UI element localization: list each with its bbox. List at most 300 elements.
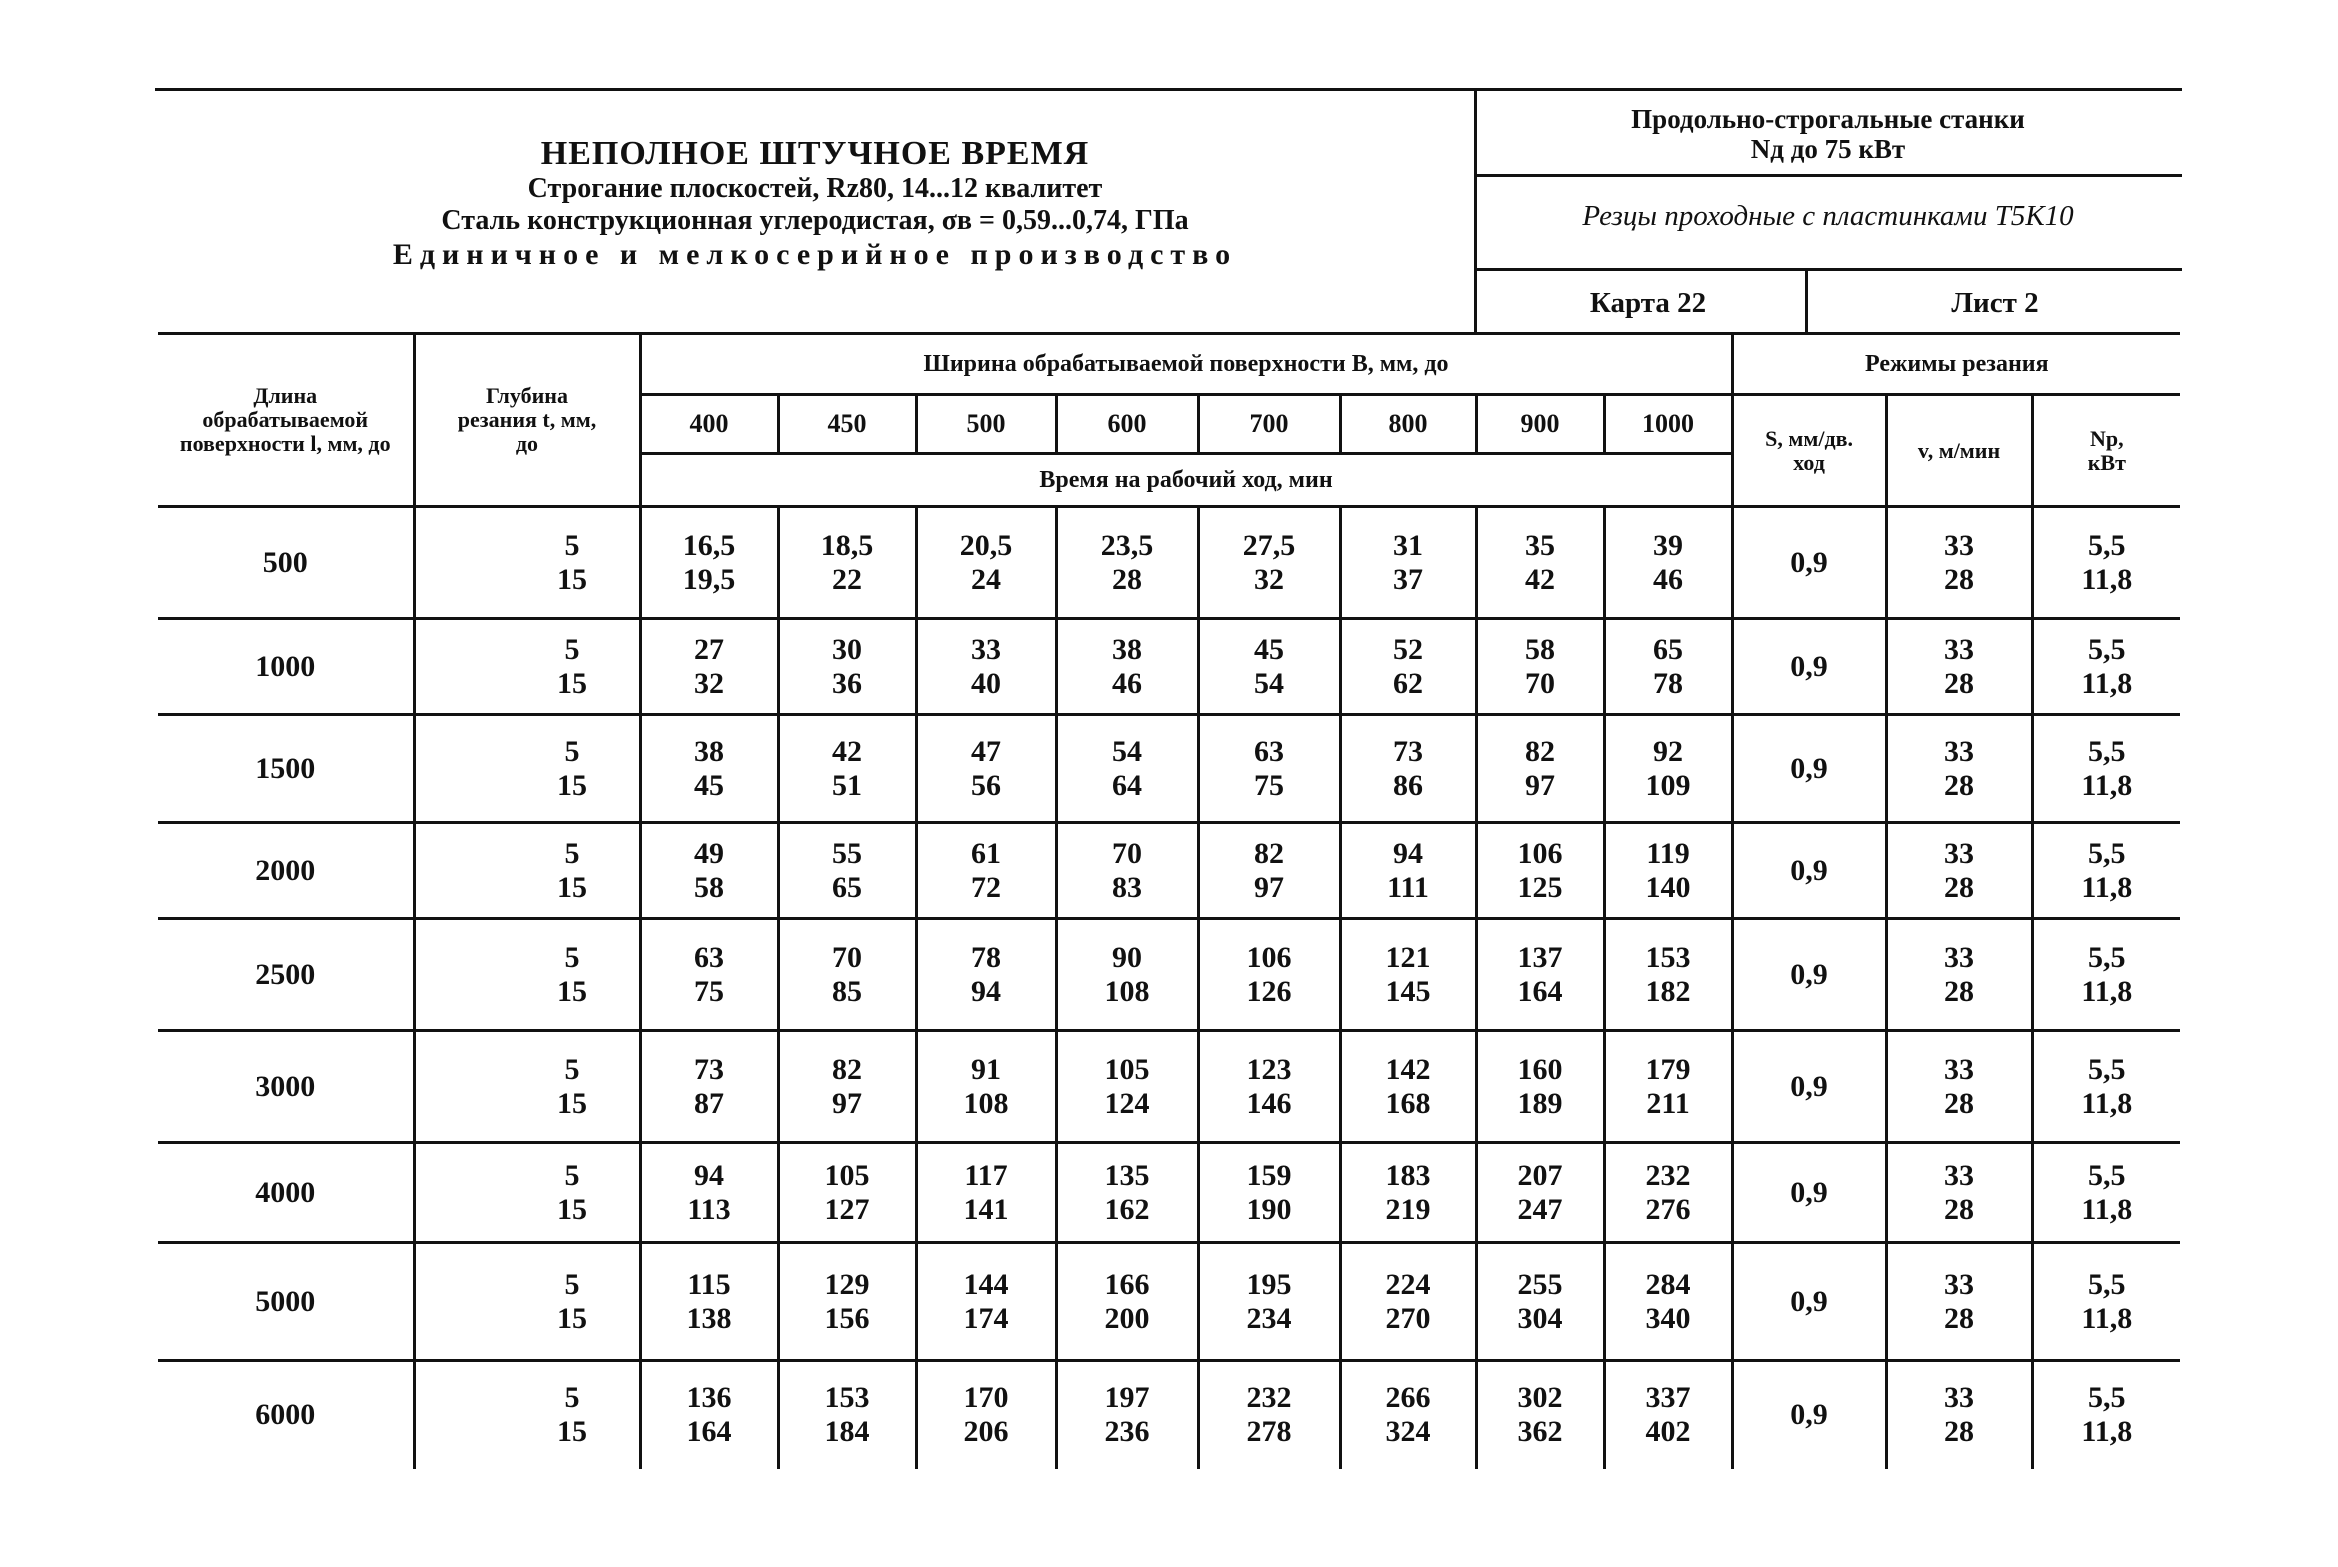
time-cell xyxy=(778,715,916,823)
production-text: Единичное и мелкосерийное производство xyxy=(392,238,1238,271)
title-block xyxy=(160,135,1470,273)
top-rule xyxy=(155,88,2182,91)
time-value: 142 xyxy=(1385,1052,1431,1086)
time-value: 224 xyxy=(1385,1267,1431,1301)
time-value: 121 xyxy=(1385,940,1431,974)
time-cell xyxy=(1340,919,1476,1031)
table-row xyxy=(158,1243,2180,1361)
depth-cell xyxy=(414,619,640,715)
cutters-rule xyxy=(1474,268,2182,271)
depth-value: 5 xyxy=(564,1267,580,1301)
time-cell xyxy=(1340,1143,1476,1243)
feed-cell xyxy=(1732,1243,1886,1361)
power-value: 5,5 xyxy=(2088,940,2126,974)
time-value: 266 xyxy=(1385,1381,1431,1415)
feed-value: 0,9 xyxy=(1790,853,1828,887)
time-value: 63 xyxy=(694,940,724,974)
table-row xyxy=(158,507,2180,619)
speed-value: 33 xyxy=(1944,836,1975,870)
length-cell xyxy=(158,1243,414,1361)
time-cell xyxy=(1604,823,1732,919)
power-value: 11,8 xyxy=(2081,562,2133,596)
time-value: 108 xyxy=(963,1086,1009,1120)
time-cell xyxy=(1198,1243,1340,1361)
time-value: 22 xyxy=(832,562,862,596)
time-cell xyxy=(778,1361,916,1469)
header-divider xyxy=(1474,88,1477,332)
time-value: 302 xyxy=(1517,1381,1563,1415)
power-value: 5,5 xyxy=(2088,1158,2126,1192)
feed-value: 0,9 xyxy=(1790,1284,1828,1318)
time-value: 78 xyxy=(1653,666,1684,700)
table-body xyxy=(158,507,2180,1469)
feed-value: 0,9 xyxy=(1790,545,1828,579)
time-value: 23,5 xyxy=(1100,528,1154,562)
speed-cell xyxy=(1886,1143,2032,1243)
depth-value: 15 xyxy=(557,666,587,700)
time-cell xyxy=(1056,919,1198,1031)
time-value: 45 xyxy=(694,768,724,802)
time-value: 27 xyxy=(694,632,724,666)
time-cell xyxy=(1056,1243,1198,1361)
time-value: 42 xyxy=(1525,562,1555,596)
width-col: 400 xyxy=(640,395,778,454)
time-value: 56 xyxy=(971,768,1001,802)
time-value: 160 xyxy=(1517,1052,1563,1086)
time-value: 85 xyxy=(832,974,862,1008)
time-value: 247 xyxy=(1517,1192,1563,1226)
speed-value: 33 xyxy=(1944,1158,1975,1192)
speed-value: 28 xyxy=(1944,1086,1975,1120)
time-value: 75 xyxy=(1254,768,1284,802)
time-value: 145 xyxy=(1385,974,1431,1008)
power-value: 11,8 xyxy=(2081,1301,2133,1335)
time-cell xyxy=(916,507,1056,619)
time-cell xyxy=(1198,1031,1340,1143)
time-value: 45 xyxy=(1254,632,1284,666)
time-value: 190 xyxy=(1246,1192,1292,1226)
time-cell xyxy=(778,919,916,1031)
time-value: 82 xyxy=(1254,836,1284,870)
speed-value: 33 xyxy=(1944,1052,1975,1086)
speed-value: 33 xyxy=(1944,1381,1975,1415)
width-col: 500 xyxy=(916,395,1056,454)
time-cell xyxy=(1198,823,1340,919)
time-value: 38 xyxy=(1112,632,1142,666)
time-value: 51 xyxy=(832,768,862,802)
time-value: 123 xyxy=(1246,1052,1292,1086)
time-cell xyxy=(778,823,916,919)
time-value: 63 xyxy=(1254,734,1284,768)
power-value: 5,5 xyxy=(2088,734,2126,768)
time-cell xyxy=(1056,1143,1198,1243)
speed-value: 33 xyxy=(1944,1267,1975,1301)
time-value: 127 xyxy=(824,1192,870,1226)
time-cell xyxy=(640,1361,778,1469)
time-value: 28 xyxy=(1112,562,1142,596)
length-cell xyxy=(158,823,414,919)
depth-value: 15 xyxy=(557,974,587,1008)
time-value: 232 xyxy=(1645,1158,1691,1192)
feed-value: 0,9 xyxy=(1790,1398,1828,1432)
time-value: 16,5 xyxy=(682,528,736,562)
time-value: 19,5 xyxy=(682,562,736,596)
time-value: 402 xyxy=(1645,1415,1691,1449)
time-cell xyxy=(1056,619,1198,715)
time-cell xyxy=(1340,715,1476,823)
time-value: 55 xyxy=(832,836,862,870)
time-value: 255 xyxy=(1517,1267,1563,1301)
col-v-header: v, м/мин xyxy=(1886,395,2032,507)
time-value: 141 xyxy=(963,1192,1009,1226)
width-col: 600 xyxy=(1056,395,1198,454)
time-cell xyxy=(1340,1361,1476,1469)
col-s-header: S, мм/дв. ход xyxy=(1732,395,1886,507)
feed-cell xyxy=(1732,715,1886,823)
time-value: 207 xyxy=(1517,1158,1563,1192)
time-value: 189 xyxy=(1517,1086,1563,1120)
time-value: 32 xyxy=(1254,562,1284,596)
time-cell xyxy=(916,1243,1056,1361)
time-cell xyxy=(778,619,916,715)
time-cell xyxy=(916,1031,1056,1143)
time-value: 234 xyxy=(1246,1301,1292,1335)
time-value: 276 xyxy=(1645,1192,1691,1226)
time-value: 137 xyxy=(1517,940,1563,974)
depth-value: 15 xyxy=(557,1086,587,1120)
length-cell xyxy=(158,919,414,1031)
time-value: 146 xyxy=(1246,1086,1292,1120)
time-cell xyxy=(1476,619,1604,715)
time-cell xyxy=(1476,1361,1604,1469)
time-cell xyxy=(1198,1143,1340,1243)
power-cell xyxy=(2032,1361,2180,1469)
time-cell xyxy=(640,1243,778,1361)
time-cell xyxy=(778,1031,916,1143)
time-value: 39 xyxy=(1653,528,1684,562)
speed-cell xyxy=(1886,1031,2032,1143)
time-cell xyxy=(1198,919,1340,1031)
width-col: 900 xyxy=(1476,395,1604,454)
time-value: 90 xyxy=(1112,940,1142,974)
time-cell xyxy=(1340,1243,1476,1361)
time-cell xyxy=(1340,619,1476,715)
time-value: 164 xyxy=(1517,974,1563,1008)
table-row xyxy=(158,619,2180,715)
time-value: 340 xyxy=(1645,1301,1691,1335)
length-cell xyxy=(158,1361,414,1469)
speed-value: 33 xyxy=(1944,632,1975,666)
time-cell xyxy=(640,1031,778,1143)
power-value: 5,5 xyxy=(2088,1052,2126,1086)
feed-value: 0,9 xyxy=(1790,1175,1828,1209)
time-value: 30 xyxy=(832,632,862,666)
depth-value: 15 xyxy=(557,870,587,904)
time-value: 70 xyxy=(1112,836,1142,870)
time-value: 182 xyxy=(1645,974,1691,1008)
time-value: 153 xyxy=(824,1381,870,1415)
time-cell xyxy=(1476,919,1604,1031)
time-value: 135 xyxy=(1104,1158,1150,1192)
length-value: 3000 xyxy=(255,1069,316,1103)
time-value: 170 xyxy=(963,1381,1009,1415)
time-value: 179 xyxy=(1645,1052,1691,1086)
speed-value: 28 xyxy=(1944,666,1975,700)
power-value: 5,5 xyxy=(2088,836,2126,870)
time-value: 83 xyxy=(1112,870,1142,904)
time-value: 183 xyxy=(1385,1158,1431,1192)
speed-value: 33 xyxy=(1944,940,1975,974)
power-value: 11,8 xyxy=(2081,768,2133,802)
time-value: 94 xyxy=(1393,836,1423,870)
power-value: 11,8 xyxy=(2081,1415,2133,1449)
time-cell xyxy=(1604,1243,1732,1361)
time-value: 144 xyxy=(963,1267,1009,1301)
table-row xyxy=(158,1031,2180,1143)
time-value: 232 xyxy=(1246,1381,1292,1415)
time-cell xyxy=(1056,823,1198,919)
time-value: 106 xyxy=(1517,836,1563,870)
time-value: 72 xyxy=(971,870,1001,904)
length-value: 4000 xyxy=(255,1175,316,1209)
speed-value: 28 xyxy=(1944,1415,1975,1449)
time-value: 58 xyxy=(694,870,724,904)
time-value: 32 xyxy=(694,666,724,700)
speed-value: 33 xyxy=(1944,734,1975,768)
time-value: 168 xyxy=(1385,1086,1431,1120)
speed-value: 28 xyxy=(1944,562,1975,596)
depth-cell xyxy=(414,1031,640,1143)
col-length-header: Длина обрабатываемой поверхности l, мм, до xyxy=(158,334,414,507)
speed-value: 33 xyxy=(1944,528,1975,562)
time-value: 106 xyxy=(1246,940,1292,974)
length-cell xyxy=(158,507,414,619)
power-value: 5,5 xyxy=(2088,528,2126,562)
speed-value: 28 xyxy=(1944,1301,1975,1335)
time-value: 97 xyxy=(832,1086,862,1120)
feed-cell xyxy=(1732,1031,1886,1143)
time-cell xyxy=(640,919,778,1031)
time-value: 86 xyxy=(1393,768,1423,802)
power-cell xyxy=(2032,1243,2180,1361)
time-cell xyxy=(1604,1143,1732,1243)
depth-cell xyxy=(414,715,640,823)
depth-value: 5 xyxy=(564,1158,580,1192)
time-value: 82 xyxy=(832,1052,862,1086)
power-value: 11,8 xyxy=(2081,1086,2133,1120)
power-cell xyxy=(2032,507,2180,619)
time-value: 105 xyxy=(1104,1052,1150,1086)
time-cell xyxy=(916,919,1056,1031)
time-cell xyxy=(1340,823,1476,919)
page-title: НЕПОЛНОЕ ШТУЧНОЕ ВРЕМЯ xyxy=(540,135,1090,172)
time-value: 197 xyxy=(1104,1381,1150,1415)
time-value: 140 xyxy=(1645,870,1691,904)
speed-value: 28 xyxy=(1944,1192,1975,1226)
time-value: 337 xyxy=(1645,1381,1691,1415)
power-value: 5,5 xyxy=(2088,1267,2126,1301)
feed-value: 0,9 xyxy=(1790,751,1828,785)
time-value: 124 xyxy=(1104,1086,1150,1120)
time-value: 52 xyxy=(1393,632,1423,666)
time-cell xyxy=(916,823,1056,919)
time-value: 20,5 xyxy=(959,528,1013,562)
time-value: 36 xyxy=(832,666,862,700)
machine-type: Продольно-строгальные станки xyxy=(1631,104,2025,134)
time-cell xyxy=(1604,619,1732,715)
time-value: 97 xyxy=(1254,870,1284,904)
time-cell xyxy=(1476,1243,1604,1361)
feed-cell xyxy=(1732,1361,1886,1469)
time-value: 138 xyxy=(686,1301,732,1335)
length-value: 5000 xyxy=(255,1284,316,1318)
time-value: 108 xyxy=(1104,974,1150,1008)
length-value: 6000 xyxy=(255,1398,316,1432)
time-value: 119 xyxy=(1646,836,1690,870)
time-value: 62 xyxy=(1393,666,1423,700)
power-cell xyxy=(2032,619,2180,715)
time-value: 54 xyxy=(1112,734,1142,768)
time-value: 70 xyxy=(1525,666,1555,700)
time-value: 236 xyxy=(1104,1415,1150,1449)
time-cell xyxy=(916,715,1056,823)
table-row xyxy=(158,823,2180,919)
depth-cell xyxy=(414,919,640,1031)
time-table xyxy=(158,332,2180,1469)
depth-value: 5 xyxy=(564,1052,580,1086)
speed-value: 28 xyxy=(1944,768,1975,802)
time-value: 82 xyxy=(1525,734,1555,768)
time-cell xyxy=(1604,1361,1732,1469)
feed-cell xyxy=(1732,507,1886,619)
time-cell xyxy=(1476,1031,1604,1143)
time-value: 75 xyxy=(694,974,724,1008)
machine-rule xyxy=(1474,174,2182,177)
time-value: 211 xyxy=(1646,1086,1690,1120)
time-value: 31 xyxy=(1393,528,1423,562)
table-row xyxy=(158,1143,2180,1243)
time-value: 184 xyxy=(824,1415,870,1449)
speed-cell xyxy=(1886,823,2032,919)
width-header: Ширина обрабатываемой поверхности B, мм, до xyxy=(640,334,1732,395)
machine-power: Nд до 75 кВт xyxy=(1750,134,1906,164)
time-cell xyxy=(1056,1031,1198,1143)
length-value: 1000 xyxy=(255,649,316,683)
time-value: 284 xyxy=(1645,1267,1691,1301)
length-cell xyxy=(158,1031,414,1143)
time-value: 164 xyxy=(686,1415,732,1449)
speed-cell xyxy=(1886,619,2032,715)
time-value: 61 xyxy=(971,836,1001,870)
time-value: 27,5 xyxy=(1242,528,1296,562)
time-value: 65 xyxy=(832,870,862,904)
feed-cell xyxy=(1732,919,1886,1031)
time-value: 54 xyxy=(1254,666,1284,700)
depth-cell xyxy=(414,1143,640,1243)
time-value: 156 xyxy=(824,1301,870,1335)
time-cell xyxy=(916,1143,1056,1243)
time-value: 206 xyxy=(963,1415,1009,1449)
time-cell xyxy=(1604,919,1732,1031)
time-cell xyxy=(1604,507,1732,619)
time-value: 73 xyxy=(1393,734,1423,768)
depth-value: 5 xyxy=(564,1381,580,1415)
speed-cell xyxy=(1886,1361,2032,1469)
depth-value: 5 xyxy=(564,940,580,974)
depth-cell xyxy=(414,823,640,919)
time-value: 92 xyxy=(1653,734,1684,768)
time-value: 70 xyxy=(832,940,862,974)
time-cell xyxy=(1056,507,1198,619)
time-cell xyxy=(640,619,778,715)
time-cell xyxy=(916,619,1056,715)
length-value: 1500 xyxy=(255,751,316,785)
depth-value: 5 xyxy=(564,528,580,562)
table-row xyxy=(158,919,2180,1031)
time-value: 126 xyxy=(1246,974,1292,1008)
table-row xyxy=(158,1361,2180,1469)
time-cell xyxy=(1476,1143,1604,1243)
speed-cell xyxy=(1886,715,2032,823)
power-cell xyxy=(2032,715,2180,823)
speed-cell xyxy=(1886,507,2032,619)
time-value: 49 xyxy=(694,836,724,870)
time-value: 94 xyxy=(971,974,1001,1008)
time-value: 40 xyxy=(971,666,1001,700)
time-value: 38 xyxy=(694,734,724,768)
time-value: 37 xyxy=(1393,562,1423,596)
power-cell xyxy=(2032,823,2180,919)
time-value: 46 xyxy=(1653,562,1684,596)
time-value: 278 xyxy=(1246,1415,1292,1449)
machine-info xyxy=(1478,104,2178,164)
time-value: 304 xyxy=(1517,1301,1563,1335)
power-value: 11,8 xyxy=(2081,1192,2133,1226)
time-cell xyxy=(1340,507,1476,619)
col-depth-header: Глубина резания t, мм, до xyxy=(414,334,640,507)
power-value: 5,5 xyxy=(2088,1381,2126,1415)
time-value: 117 xyxy=(964,1158,1008,1192)
time-value: 24 xyxy=(971,562,1001,596)
time-value: 113 xyxy=(687,1192,731,1226)
time-value: 46 xyxy=(1112,666,1142,700)
depth-value: 15 xyxy=(557,768,587,802)
time-cell xyxy=(916,1361,1056,1469)
time-value: 174 xyxy=(963,1301,1009,1335)
card-number: Карта 22 xyxy=(1589,287,1707,319)
col-n-header: Np, кВт xyxy=(2032,395,2180,507)
depth-value: 15 xyxy=(557,562,587,596)
length-value: 2000 xyxy=(255,853,316,887)
speed-cell xyxy=(1886,919,2032,1031)
time-cell xyxy=(1476,715,1604,823)
operation-text: Строгание плоскостей, Rz80, 14...12 квалитет xyxy=(527,173,1103,204)
depth-cell xyxy=(414,507,640,619)
power-cell xyxy=(2032,1031,2180,1143)
time-value: 78 xyxy=(971,940,1001,974)
feed-cell xyxy=(1732,619,1886,715)
time-cell xyxy=(1198,619,1340,715)
time-value: 73 xyxy=(694,1052,724,1086)
width-col: 800 xyxy=(1340,395,1476,454)
power-cell xyxy=(2032,1143,2180,1243)
feed-cell xyxy=(1732,1143,1886,1243)
time-value: 195 xyxy=(1246,1267,1292,1301)
time-value: 35 xyxy=(1525,528,1555,562)
time-cell xyxy=(778,1143,916,1243)
power-cell xyxy=(2032,919,2180,1031)
time-cell xyxy=(1198,1361,1340,1469)
